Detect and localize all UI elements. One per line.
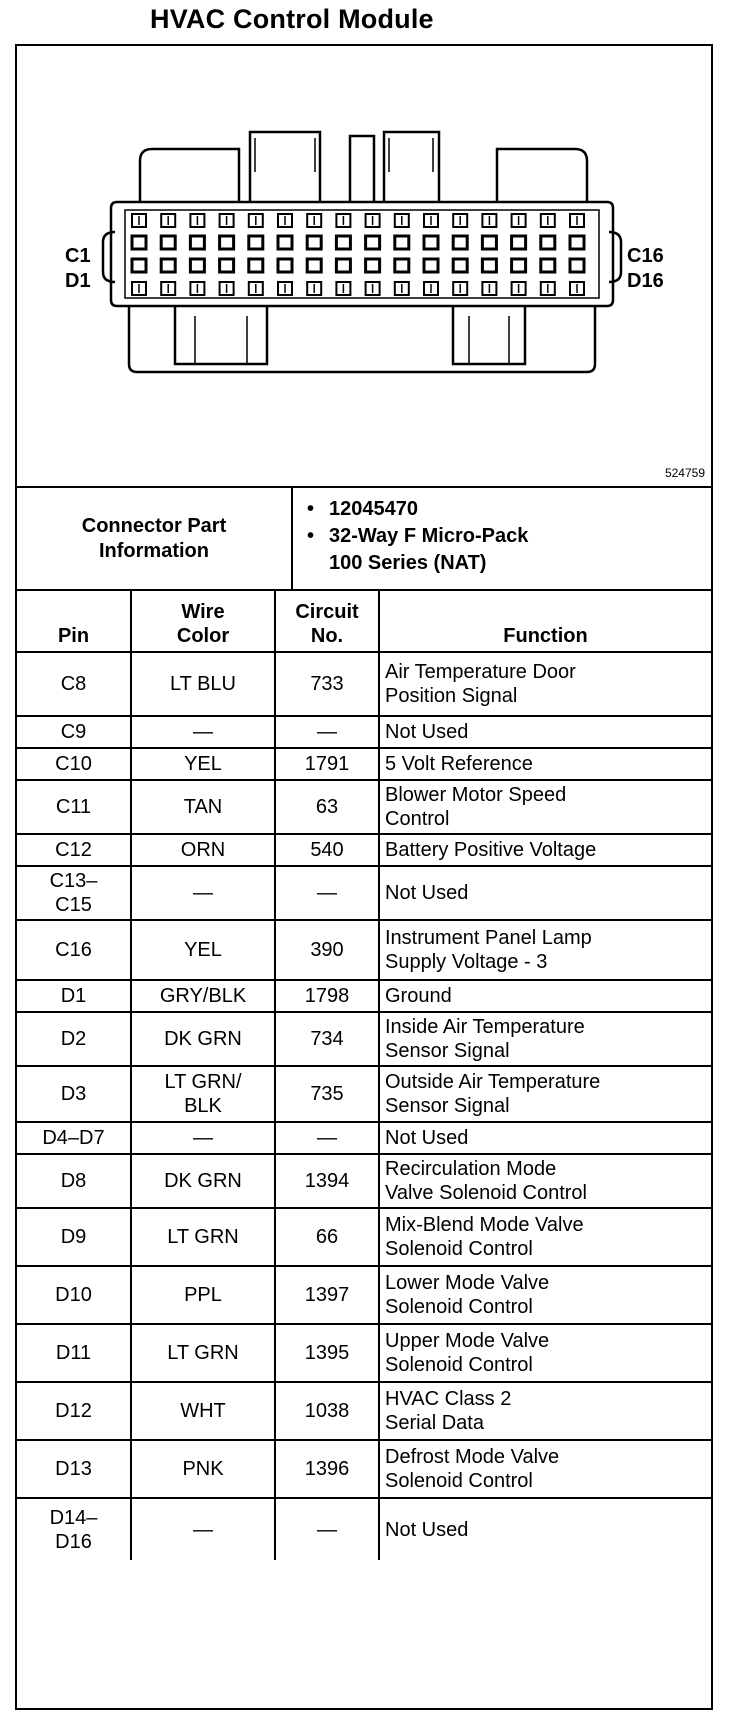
connector-drawing [17,46,711,486]
pin-label-c1: C1 [65,245,91,267]
pin-cell: C9 [17,716,131,748]
pin-cavity [336,236,350,249]
table-row [17,1208,711,1266]
header-pin: Pin [17,590,131,652]
table-header-row [17,590,711,652]
table-row [17,716,711,748]
circuit-cell: 540 [275,834,379,866]
pinout-table [17,589,711,1560]
circuit-cell: 1798 [275,980,379,1012]
pin-cell: D11 [17,1324,131,1382]
function-cell: Lower Mode Valve Solenoid Control [379,1266,711,1324]
wire-color-cell: — [131,866,275,920]
table-row [17,980,711,1012]
circuit-cell: 1397 [275,1266,379,1324]
pin-cell: D1 [17,980,131,1012]
circuit-cell: — [275,1122,379,1154]
pin-cavity [366,259,380,272]
function-cell: Blower Motor Speed Control [379,780,711,834]
pin-cell: C10 [17,748,131,780]
pin-cavity [278,259,292,272]
pin-cell: D14– D16 [17,1498,131,1560]
function-cell: HVAC Class 2 Serial Data [379,1382,711,1440]
pin-cell: D4–D7 [17,1122,131,1154]
wire-color-cell: DK GRN [131,1012,275,1066]
function-cell: Inside Air Temperature Sensor Signal [379,1012,711,1066]
table-row [17,1382,711,1440]
pin-cavity [482,236,496,249]
wire-color-cell: LT GRN/ BLK [131,1066,275,1122]
pin-cavity [482,259,496,272]
pin-cavity [161,259,175,272]
table-row [17,920,711,980]
pin-cavity [541,259,555,272]
connector-info-text: 32-Way F Micro-Pack 100 Series (NAT) [329,525,529,574]
document-frame [15,44,713,1710]
table-row [17,1324,711,1382]
circuit-cell: 1394 [275,1154,379,1208]
pin-cavity [190,236,204,249]
function-cell: Upper Mode Valve Solenoid Control [379,1324,711,1382]
pin-cell: C12 [17,834,131,866]
function-cell: Outside Air Temperature Sensor Signal [379,1066,711,1122]
wire-color-cell: ORN [131,834,275,866]
pin-cavity [512,259,526,272]
wire-color-cell: PNK [131,1440,275,1498]
pin-cell: D12 [17,1382,131,1440]
pin-cavity [570,236,584,249]
circuit-cell: 733 [275,652,379,716]
circuit-cell: 63 [275,780,379,834]
bullet-icon: • [307,498,315,520]
connector-diagram [17,46,711,488]
wire-color-cell: GRY/BLK [131,980,275,1012]
circuit-cell: 1791 [275,748,379,780]
function-cell: Mix-Blend Mode Valve Solenoid Control [379,1208,711,1266]
circuit-cell: 1038 [275,1382,379,1440]
connector-info-text: 12045470 [329,498,418,520]
table-row [17,834,711,866]
pin-cavity [132,259,146,272]
circuit-cell: — [275,1498,379,1560]
pin-cavity [161,236,175,249]
pin-cavity [278,236,292,249]
header-circuit-no: Circuit No. [275,590,379,652]
pin-cell: D10 [17,1266,131,1324]
page-title: HVAC Control Module [150,4,434,34]
table-row [17,1122,711,1154]
pin-label-d1: D1 [65,270,91,292]
pin-cavity [512,236,526,249]
pin-label-c16: C16 [627,245,664,267]
function-cell: Not Used [379,1498,711,1560]
connector-info-item [307,496,528,523]
pin-cavity [190,259,204,272]
wire-color-cell: PPL [131,1266,275,1324]
table-row [17,652,711,716]
pin-cavity [249,236,263,249]
bullet-icon: • [307,525,315,547]
circuit-cell: 1395 [275,1324,379,1382]
table-row [17,1266,711,1324]
pin-cell: C16 [17,920,131,980]
circuit-cell: — [275,866,379,920]
pin-cavity [424,259,438,272]
circuit-cell: 1396 [275,1440,379,1498]
wire-color-cell: YEL [131,920,275,980]
pin-cavity [220,259,234,272]
pin-cell: D9 [17,1208,131,1266]
table-row [17,1154,711,1208]
circuit-cell: 735 [275,1066,379,1122]
table-row [17,1066,711,1122]
function-cell: Not Used [379,1122,711,1154]
wire-color-cell: DK GRN [131,1154,275,1208]
function-cell: Not Used [379,716,711,748]
pin-cavity [395,259,409,272]
pin-cell: C8 [17,652,131,716]
table-row [17,866,711,920]
table-row [17,780,711,834]
wire-color-cell: — [131,1498,275,1560]
wire-color-cell: YEL [131,748,275,780]
wire-color-cell: LT GRN [131,1324,275,1382]
function-cell: Recirculation Mode Valve Solenoid Control [379,1154,711,1208]
table-row [17,1012,711,1066]
wire-color-cell: — [131,716,275,748]
function-cell: Air Temperature Door Position Signal [379,652,711,716]
table-row [17,748,711,780]
function-cell: Defrost Mode Valve Solenoid Control [379,1440,711,1498]
pin-cavity [570,259,584,272]
function-cell: Not Used [379,866,711,920]
wire-color-cell: LT BLU [131,652,275,716]
function-cell: Instrument Panel Lamp Supply Voltage - 3 [379,920,711,980]
pin-cavity [453,259,467,272]
connector-info-list [307,496,528,577]
connector-info-label: Connector Part Information [17,488,293,589]
pin-cell: D13 [17,1440,131,1498]
function-cell: Battery Positive Voltage [379,834,711,866]
pin-cell: D2 [17,1012,131,1066]
pin-cavity [220,236,234,249]
connector-info-item [307,523,528,577]
figure-number: 524759 [664,466,705,480]
header-wire-color: Wire Color [131,590,275,652]
wire-color-cell: WHT [131,1382,275,1440]
pin-cavity [453,236,467,249]
pin-cavity [132,236,146,249]
pin-cavity [249,259,263,272]
pin-cell: D8 [17,1154,131,1208]
pin-cavity [336,259,350,272]
function-cell: Ground [379,980,711,1012]
wire-color-cell: TAN [131,780,275,834]
wire-color-cell: LT GRN [131,1208,275,1266]
circuit-cell: 734 [275,1012,379,1066]
wire-color-cell: — [131,1122,275,1154]
pin-cavity [541,236,555,249]
pin-cavity [366,236,380,249]
header-function: Function [379,590,711,652]
circuit-cell: 390 [275,920,379,980]
circuit-cell: 66 [275,1208,379,1266]
pin-cell: C13– C15 [17,866,131,920]
circuit-cell: — [275,716,379,748]
pin-cell: D3 [17,1066,131,1122]
pin-cavity [424,236,438,249]
pin-cavity [307,259,321,272]
table-row [17,1498,711,1560]
table-row [17,1440,711,1498]
pin-label-d16: D16 [627,270,664,292]
connector-part-information [17,488,711,591]
function-cell: 5 Volt Reference [379,748,711,780]
pin-cell: C11 [17,780,131,834]
pin-cavity [395,236,409,249]
pin-cavity [307,236,321,249]
